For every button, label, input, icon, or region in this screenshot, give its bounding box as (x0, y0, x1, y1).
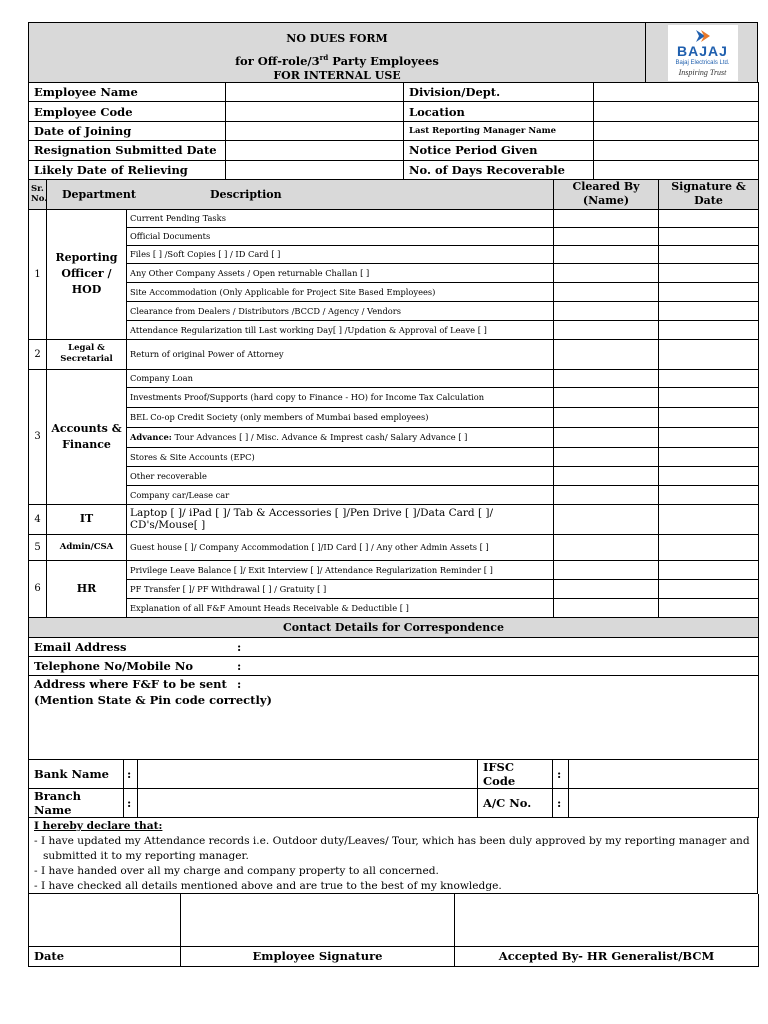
info-row (29, 83, 759, 102)
signature-cell[interactable] (659, 320, 759, 339)
table-row (29, 387, 759, 407)
signature-cell[interactable] (659, 301, 759, 320)
signature-cell[interactable] (659, 407, 759, 427)
cleared-by-cell[interactable] (554, 560, 659, 579)
internal-use-label: FOR INTERNAL USE (273, 69, 401, 82)
cleared-by-cell[interactable] (554, 263, 659, 282)
signature-cell[interactable] (659, 227, 759, 245)
cleared-by-cell[interactable] (554, 227, 659, 245)
cleared-by-cell[interactable] (554, 466, 659, 485)
table-row (29, 227, 759, 245)
no-dues-form (28, 22, 758, 967)
section-department: HR (47, 560, 127, 617)
table-row (29, 534, 759, 560)
address-label: Address where F&F to be sent (34, 677, 227, 692)
ifsc-field[interactable] (569, 760, 759, 789)
item-description: Investments Proof/Supports (hard copy to Finance - HO) for Income Tax Calculation (127, 387, 554, 407)
signature-cell[interactable] (659, 534, 759, 560)
resignation-date-field[interactable] (226, 141, 404, 160)
cleared-by-cell[interactable] (554, 339, 659, 369)
cleared-by-cell[interactable] (554, 282, 659, 301)
email-field[interactable] (29, 638, 759, 657)
item-description: Privilege Leave Balance [ ]/ Exit Interview [ ]/ Attendance Regularization Reminder [ ] (127, 560, 554, 579)
section-number: 6 (29, 560, 47, 617)
phone-field[interactable] (29, 657, 759, 676)
item-description: Site Accommodation (Only Applicable for Project Site Based Employees) (127, 282, 554, 301)
table-row (29, 320, 759, 339)
item-description: Laptop [ ]/ iPad [ ]/ Tab & Accessories [ ]/Pen Drive [ ]/Data Card [ ]/ CD's/Mouse[ ] (127, 504, 554, 534)
date-of-joining-field[interactable] (226, 121, 404, 140)
contact-heading: Contact Details for Correspondence (29, 617, 759, 637)
signature-cell[interactable] (659, 369, 759, 387)
cleared-by-cell[interactable] (554, 209, 659, 227)
declaration-line: submitted it to my reporting manager. (43, 850, 249, 863)
item-description: Current Pending Tasks (127, 209, 554, 227)
table-row (29, 504, 759, 534)
declaration-heading: I hereby declare that: (34, 820, 163, 833)
description-header: Description (209, 187, 282, 201)
declaration-line: - I have updated my Attendance records i.e. Outdoor duty/Leaves/ Tour, which has been duly approved by my reporting manager and (34, 835, 750, 848)
contact-row (29, 638, 759, 657)
advance-label: Advance: (130, 432, 172, 443)
cleared-by-cell[interactable] (554, 534, 659, 560)
signature-cell[interactable] (659, 282, 759, 301)
declaration-line: - I have handed over all my charge and company property to all concerned. (34, 865, 439, 878)
item-description: Company car/Lease car (127, 485, 554, 504)
email-colon: : (237, 639, 242, 654)
cleared-by-cell[interactable] (554, 245, 659, 263)
cleared-by-cell[interactable] (554, 579, 659, 598)
cleared-by-cell[interactable] (554, 369, 659, 387)
table-row (29, 339, 759, 369)
employee-name-label: Employee Name (29, 83, 226, 102)
table-row (29, 560, 759, 579)
employee-signature-box[interactable] (181, 894, 455, 946)
section-number: 2 (29, 339, 47, 369)
table-row (29, 579, 759, 598)
signature-cell[interactable] (659, 504, 759, 534)
date-of-joining-label: Date of Joining (29, 121, 226, 140)
division-field[interactable] (594, 83, 759, 102)
phone-label: Telephone No/Mobile No (34, 659, 194, 674)
declaration-line: - I have checked all details mentioned above and are true to the best of my knowledge. (34, 880, 502, 893)
info-row (29, 141, 759, 160)
info-row (29, 102, 759, 121)
address-field[interactable] (29, 676, 759, 760)
form-title: NO DUES FORM (286, 32, 388, 45)
section-department: Accounts & Finance (47, 369, 127, 504)
item-description: Return of original Power of Attorney (127, 339, 554, 369)
location-label: Location (404, 102, 594, 121)
table-row (29, 598, 759, 617)
item-description: Clearance from Dealers / Distributors /BCCD / Agency / Vendors (127, 301, 554, 320)
signature-cell[interactable] (659, 245, 759, 263)
accepted-by-label: Accepted By- HR Generalist/BCM (455, 946, 759, 966)
signature-date-header: Signature & Date (659, 180, 759, 209)
cleared-by-cell[interactable] (554, 427, 659, 447)
cleared-by-cell[interactable] (554, 320, 659, 339)
last-reporting-manager-field[interactable] (594, 121, 759, 140)
cleared-by-cell[interactable] (554, 485, 659, 504)
ifsc-label: IFSC Code (478, 760, 553, 789)
bank-name-field[interactable] (138, 760, 478, 789)
notice-period-field[interactable] (594, 141, 759, 160)
signature-space-row (29, 894, 759, 946)
ifsc-colon: : (553, 760, 569, 789)
cleared-by-cell[interactable] (554, 387, 659, 407)
resignation-date-label: Resignation Submitted Date (29, 141, 226, 160)
employee-name-field[interactable] (226, 83, 404, 102)
branch-name-label: Branch Name (29, 789, 124, 818)
signature-cell[interactable] (659, 427, 759, 447)
item-description: Any Other Company Assets / Open returnable Challan [ ] (127, 263, 554, 282)
email-label: Email Address (34, 639, 127, 654)
info-row (29, 121, 759, 140)
table-row (29, 263, 759, 282)
relieving-date-field[interactable] (226, 160, 404, 179)
cleared-by-cell[interactable] (554, 301, 659, 320)
item-description: Attendance Regularization till Last working Day[ ] /Updation & Approval of Leave [ ] (127, 320, 554, 339)
item-description: Guest house [ ]/ Company Accommodation [ ]/ID Card [ ] / Any other Admin Assets [ ] (127, 534, 554, 560)
cleared-by-cell[interactable] (554, 407, 659, 427)
signature-cell[interactable] (659, 466, 759, 485)
table-row (29, 301, 759, 320)
section-number: 3 (29, 369, 47, 504)
item-description: Explanation of all F&F Amount Heads Receivable & Deductible [ ] (127, 598, 554, 617)
contact-row (29, 676, 759, 760)
employee-info-table (28, 82, 759, 180)
cleared-by-cell[interactable] (554, 447, 659, 466)
table-row (29, 282, 759, 301)
signature-cell[interactable] (659, 263, 759, 282)
phone-colon: : (237, 659, 242, 674)
location-field[interactable] (594, 102, 759, 121)
days-recoverable-label: No. of Days Recoverable (404, 160, 594, 179)
address-note: (Mention State & Pin code correctly) (34, 692, 272, 707)
signature-cell[interactable] (659, 447, 759, 466)
ac-no-colon: : (553, 789, 569, 818)
table-row (29, 209, 759, 227)
item-description: BEL Co-op Credit Society (only members of Mumbai based employees) (127, 407, 554, 427)
item-description: Other recoverable (127, 466, 554, 485)
section-department: Admin/CSA (47, 534, 127, 560)
branch-name-field[interactable] (138, 789, 478, 818)
dept-desc-header (47, 180, 554, 209)
item-description: Official Documents (127, 227, 554, 245)
department-header: Department (62, 187, 136, 201)
logo-tagline: Inspiring Trust (678, 68, 727, 77)
contact-table (28, 638, 759, 761)
info-row (29, 160, 759, 179)
employee-code-label: Employee Code (29, 102, 226, 121)
address-colon: : (237, 677, 242, 692)
bank-table (28, 760, 759, 818)
item-description: Company Loan (127, 369, 554, 387)
section-department: IT (47, 504, 127, 534)
section-number: 1 (29, 209, 47, 339)
employee-code-field[interactable] (226, 102, 404, 121)
table-row (29, 466, 759, 485)
bank-row (29, 760, 759, 789)
clearance-header-row (29, 180, 759, 209)
contact-row (29, 657, 759, 676)
section-department: Legal & Secretarial (47, 339, 127, 369)
ac-no-label: A/C No. (478, 789, 553, 818)
bajaj-logo (645, 23, 759, 83)
table-row (29, 427, 759, 447)
logo-company: Bajaj Electricals Ltd. (675, 60, 730, 66)
notice-period-label: Notice Period Given (404, 141, 594, 160)
form-subtitle: for Off-role/3rd Party Employees (235, 53, 439, 68)
division-label: Division/Dept. (404, 83, 594, 102)
signature-cell[interactable] (659, 339, 759, 369)
cleared-by-header: Cleared By (Name) (554, 180, 659, 209)
section-department: Reporting Officer / HOD (47, 209, 127, 339)
last-reporting-manager-label: Last Reporting Manager Name (404, 121, 594, 140)
section-number: 4 (29, 504, 47, 534)
table-row (29, 485, 759, 504)
item-description: Files [ ] /Soft Copies [ ] / ID Card [ ] (127, 245, 554, 263)
signature-cell[interactable] (659, 598, 759, 617)
signature-cell[interactable] (659, 209, 759, 227)
signature-table (28, 894, 759, 967)
table-row (29, 447, 759, 466)
bank-name-label: Bank Name (29, 760, 124, 789)
section-number: 5 (29, 534, 47, 560)
signature-cell[interactable] (659, 560, 759, 579)
declaration-block (28, 818, 758, 894)
employee-signature-label: Employee Signature (181, 946, 455, 966)
logo-brand: BAJAJ (677, 43, 728, 59)
bajaj-arrow-logo-icon (694, 29, 712, 43)
sr-no-header: Sr. No. (29, 180, 47, 209)
form-header (28, 22, 758, 82)
signature-cell[interactable] (659, 579, 759, 598)
accepted-by-signature-box[interactable] (455, 894, 759, 946)
clearance-table (28, 180, 759, 638)
signature-label-row (29, 946, 759, 966)
table-row (29, 407, 759, 427)
relieving-date-label: Likely Date of Relieving (29, 160, 226, 179)
item-description (127, 427, 554, 447)
table-row (29, 369, 759, 387)
item-description: Stores & Site Accounts (EPC) (127, 447, 554, 466)
contact-heading-row (29, 617, 759, 637)
item-description: PF Transfer [ ]/ PF Withdrawal [ ] / Gratuity [ ] (127, 579, 554, 598)
branch-name-colon: : (124, 789, 138, 818)
cleared-by-cell[interactable] (554, 598, 659, 617)
advance-detail: Tour Advances [ ] / Misc. Advance & Imprest cash/ Salary Advance [ ] (171, 432, 468, 443)
signature-cell[interactable] (659, 387, 759, 407)
date-label: Date (29, 946, 181, 966)
days-recoverable-field[interactable] (594, 160, 759, 179)
ac-no-field[interactable] (569, 789, 759, 818)
bank-row (29, 789, 759, 818)
date-signature-box[interactable] (29, 894, 181, 946)
cleared-by-cell[interactable] (554, 504, 659, 534)
signature-cell[interactable] (659, 485, 759, 504)
bank-name-colon: : (124, 760, 138, 789)
table-row (29, 245, 759, 263)
